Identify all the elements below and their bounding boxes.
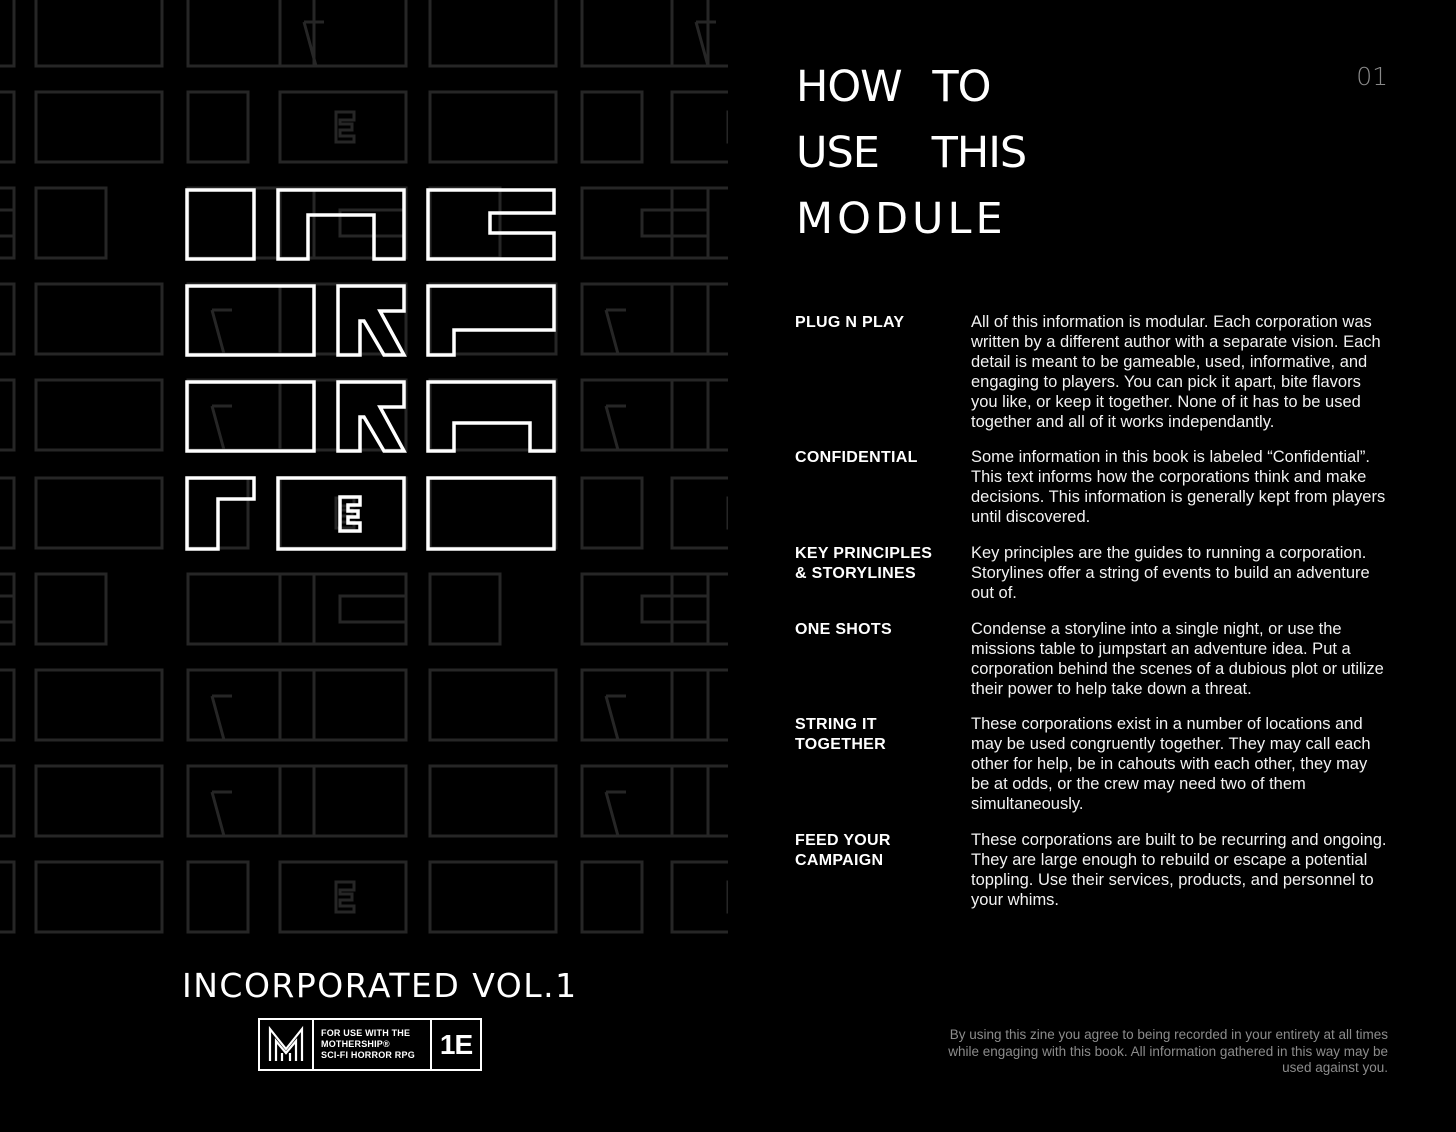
section-text: Condense a storyline into a single night, or use the missions table to jumpstart an adventure idea. Put a corporation behind the scenes of a dubious plot or utilize their power to help take down a threat. bbox=[971, 619, 1384, 698]
heading-line-3: MODULE bbox=[796, 194, 1007, 244]
section-label: STRING IT TOGETHER bbox=[795, 716, 887, 754]
badge-text bbox=[314, 1020, 432, 1069]
section-plug-n-play bbox=[795, 313, 1395, 432]
badge-line-3: SCI-FI HORROR RPG bbox=[321, 1050, 415, 1060]
usage-sections bbox=[795, 313, 1395, 927]
section-text: Key principles are the guides to running a corporation. Storylines offer a string of events to build an adventure out of. bbox=[971, 544, 1370, 602]
book-title: INCORPORATED VOL.1 bbox=[182, 966, 578, 1005]
section-text: These corporations are built to be recurring and ongoing. They are large enough to rebuild or escape a potential toppling. Use their services, products, and personnel to your whims. bbox=[971, 830, 1387, 909]
section-label: FEED YOUR CAMPAIGN bbox=[795, 831, 891, 869]
heading-line-1: HOW TO bbox=[796, 62, 991, 112]
heading-line-2: USE THIS bbox=[796, 128, 1027, 178]
section-text: All of this information is modular. Each corporation was written by a different author with a separate vision. Each detail is meant to be gameable, used, informative, and engaging to players. You can pick it apart, bite flavors you like, or keep it together. None of it has to be used together and all of it works independantly. bbox=[971, 313, 1381, 431]
badge-line-1: FOR USE WITH THE bbox=[321, 1028, 411, 1038]
disclaimer: By using this zine you agree to being recorded in your entirety at all times while engaging with this book. All information gathered in this way may be used against you. bbox=[948, 1027, 1388, 1075]
section-confidential bbox=[795, 448, 1395, 528]
section-text: Some information in this book is labeled “Confidential”. This text informs how the corporations think and make decisions. This information is generally kept from players until discovered. bbox=[971, 448, 1386, 527]
section-label: CONFIDENTIAL bbox=[795, 449, 918, 467]
section-text: These corporations exist in a number of locations and may be used congruently together. They may call each other for help, be in cahouts with each other, they may be at odds, or the crew may need two of them simultaneously. bbox=[971, 715, 1371, 814]
incorporated-logo bbox=[184, 187, 558, 555]
section-key-principles bbox=[795, 544, 1395, 604]
section-label: ONE SHOTS bbox=[795, 620, 892, 638]
section-feed-your-campaign bbox=[795, 831, 1395, 911]
section-string-it-together bbox=[795, 715, 1395, 815]
section-one-shots bbox=[795, 620, 1395, 700]
section-label: PLUG N PLAY bbox=[795, 314, 905, 331]
badge-edition: 1E bbox=[439, 1028, 473, 1060]
page-number: 01 bbox=[1356, 62, 1388, 91]
badge-line-2: MOTHERSHIP® bbox=[321, 1039, 390, 1049]
mothership-badge bbox=[258, 1018, 482, 1071]
section-label: KEY PRINCIPLES & STORYLINES bbox=[795, 545, 933, 583]
mothership-logo-icon bbox=[260, 1020, 314, 1069]
